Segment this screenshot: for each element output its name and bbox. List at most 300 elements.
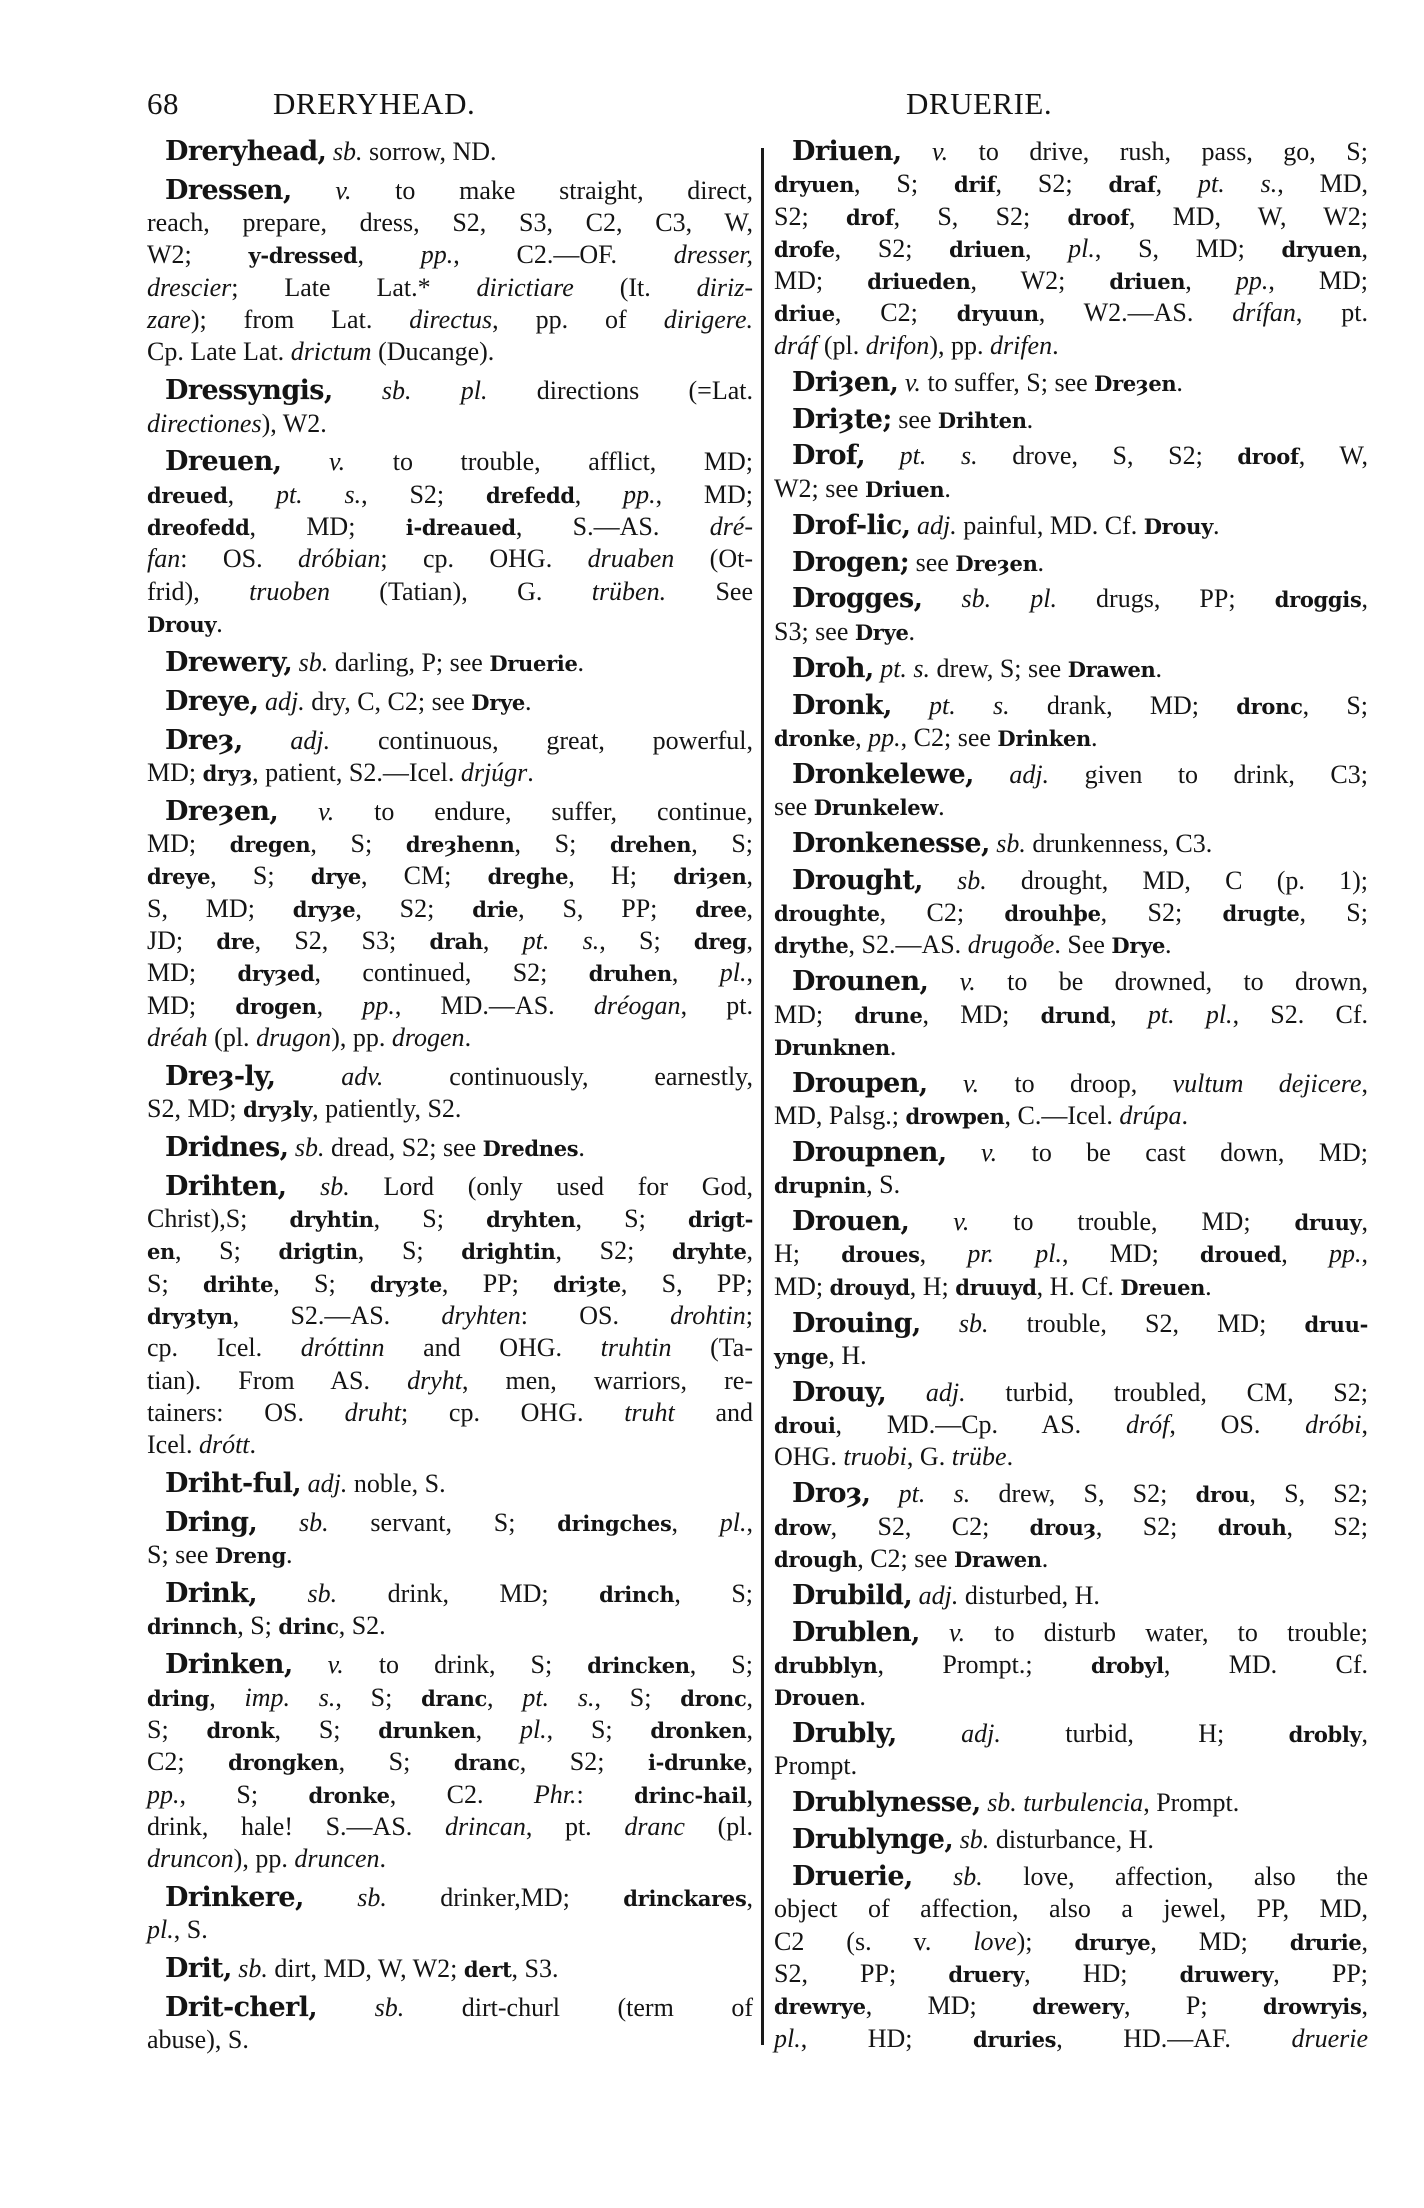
text: , S; — [691, 829, 754, 859]
entry-line — [774, 168, 1368, 200]
text: , — [1361, 1410, 1368, 1440]
text: S; — [147, 1714, 207, 1744]
entry-line — [774, 2023, 1368, 2055]
bold-form: dryhte — [672, 1239, 747, 1265]
entry-line — [774, 583, 1368, 615]
text: , S; — [179, 1779, 309, 1809]
text: frid), — [147, 576, 250, 606]
entry-line — [147, 1365, 753, 1397]
text: S2, MD; — [147, 1094, 244, 1124]
bold-form: dreg — [693, 928, 747, 954]
bold-form: druhen — [588, 961, 672, 987]
text: , C2.—OF. — [453, 240, 674, 270]
bold-form: dring — [147, 1685, 210, 1711]
italic-text: sb. — [317, 1993, 405, 2023]
entry-line — [774, 1926, 1368, 1958]
italic-text: love — [973, 1926, 1017, 1956]
entry-line — [774, 136, 1368, 168]
bold-form: Drye — [471, 689, 525, 715]
italic-text: pp. — [362, 990, 395, 1020]
headword: Drinken, — [165, 1649, 293, 1681]
text: , — [746, 1883, 753, 1913]
text: , — [746, 925, 754, 955]
entry-line — [774, 1649, 1368, 1681]
text: to be drowned, to drown, — [975, 967, 1368, 997]
bold-form: i-dreaued — [405, 515, 516, 541]
text: , PP; — [1273, 1958, 1369, 1988]
text: , — [746, 1779, 753, 1809]
italic-text: pl. — [719, 1508, 747, 1537]
text: , S; — [599, 925, 694, 955]
text: , Prompt.; — [877, 1649, 1091, 1679]
entry-line — [147, 1649, 753, 1681]
text: , CM; — [360, 861, 488, 891]
text: , S, PP; — [518, 893, 696, 923]
text: See — [666, 576, 754, 606]
text: , G. — [906, 1442, 952, 1472]
entry-line — [774, 1238, 1368, 1270]
text: . — [1181, 1101, 1188, 1131]
italic-text: dirictiare — [476, 272, 574, 302]
text: drunkenness, C3. — [1025, 828, 1213, 858]
headword: Drink, — [165, 1578, 258, 1610]
text: , MD, — [1277, 169, 1369, 199]
text: ; cp. OHG. — [380, 544, 588, 574]
bold-form: drowryis — [1263, 1994, 1362, 2020]
text: turbid, troubled, CM, S2; — [965, 1377, 1368, 1407]
text: MD, Palsg.; — [774, 1101, 906, 1131]
entry-line — [147, 957, 753, 989]
text: ; cp. OHG. — [401, 1397, 625, 1427]
headword: Drublynge, — [792, 1824, 954, 1856]
headword: Driht-ful, — [165, 1468, 302, 1500]
headword: Drof-lic, — [792, 509, 911, 541]
bold-form: driuen — [1109, 269, 1186, 295]
text: Christ),S; — [147, 1204, 290, 1234]
bold-form: droued — [1200, 1242, 1282, 1268]
bold-form: drewrye — [774, 1994, 866, 2020]
text: MD; — [774, 266, 868, 296]
bold-form: dreofedd — [147, 515, 250, 541]
dictionary-entry — [774, 1068, 1368, 1133]
bold-form: Dreȝen — [1094, 370, 1177, 396]
entry-line — [774, 966, 1368, 998]
entry-line — [147, 1882, 753, 1914]
text: . — [938, 791, 945, 821]
text: ), W2. — [261, 408, 327, 438]
text: H; — [774, 1239, 842, 1269]
text: love, affection, also the — [982, 1862, 1368, 1892]
italic-text: trüben. — [591, 576, 667, 606]
text: , S2; — [995, 169, 1109, 199]
italic-text: sb. — [953, 1825, 990, 1855]
text: , S. — [173, 1915, 208, 1945]
headword: Drouing, — [792, 1307, 921, 1339]
italic-text: dryht — [407, 1365, 462, 1395]
entry-line — [147, 375, 753, 407]
bold-form: Drednes — [482, 1135, 579, 1161]
bold-form: droggis — [1274, 587, 1362, 613]
headword: Drublen, — [792, 1616, 920, 1648]
text: , S; — [210, 861, 311, 891]
headword: Drof, — [792, 440, 866, 472]
dictionary-entry — [774, 1137, 1368, 1202]
entry-line — [147, 136, 753, 168]
bold-form: dronken — [650, 1717, 747, 1743]
text: . See — [1054, 930, 1112, 960]
text: , S2, C2; — [830, 1511, 1030, 1541]
text: , MD; — [1268, 266, 1368, 296]
bold-form: drobly — [1288, 1722, 1362, 1748]
dictionary-entry — [774, 404, 1368, 436]
headword: Dreȝen, — [165, 795, 279, 827]
text: ; Late Lat.* — [231, 272, 477, 302]
text: , S; — [237, 1611, 279, 1641]
text: painful, MD. Cf. — [956, 510, 1144, 540]
text: , OS. — [1169, 1410, 1306, 1440]
text: . — [1176, 367, 1183, 397]
entry-line — [147, 511, 753, 543]
dictionary-entry — [774, 1824, 1368, 1856]
entry-line — [774, 865, 1368, 897]
headword: Dressen, — [165, 174, 292, 206]
bold-form: druwery — [1179, 1961, 1274, 1987]
text: , — [1185, 266, 1236, 296]
bold-form: dreye — [147, 864, 211, 890]
guide-word-left: DRERYHEAD. — [273, 86, 476, 121]
text: , H. — [828, 1340, 867, 1370]
bold-form: drouhþe — [1004, 901, 1101, 927]
entry-line — [147, 1914, 753, 1946]
text: drinker,MD; — [386, 1883, 624, 1913]
text: , continued, S2; — [314, 958, 589, 988]
entry-line — [774, 1441, 1368, 1473]
text: , H. Cf. — [1036, 1271, 1121, 1301]
italic-text: drifon — [865, 330, 930, 360]
text: Cp. Late Lat. — [147, 337, 291, 367]
bold-form: druu- — [1304, 1311, 1368, 1337]
headword: Dridnes, — [165, 1131, 289, 1163]
text: W2; see — [774, 473, 865, 503]
entry-line — [147, 1746, 753, 1778]
text: , S; — [373, 1204, 487, 1234]
italic-text: directus — [409, 305, 493, 335]
bold-form: dranc — [421, 1685, 488, 1711]
bold-form: druery — [948, 1961, 1025, 1987]
italic-text: v. — [927, 1068, 980, 1098]
entry-line — [147, 796, 753, 828]
text: , — [746, 1508, 754, 1537]
text: dry, C, C2; see — [304, 686, 472, 716]
right-column — [774, 136, 1368, 2055]
italic-text: pl. — [519, 1714, 547, 1744]
text: , S, PP; — [620, 1268, 753, 1298]
dictionary-entry — [774, 1206, 1368, 1303]
dictionary-entry — [147, 686, 753, 718]
text: drew, S; see — [930, 653, 1068, 683]
headword: Drihten, — [165, 1170, 287, 1202]
text: abuse), S. — [147, 2025, 249, 2055]
entry-line — [774, 1543, 1368, 1575]
text: , S2. Cf. — [1232, 999, 1369, 1029]
bold-form: drouyd — [829, 1274, 910, 1300]
headword: Drought, — [792, 864, 923, 896]
entry-line — [147, 576, 753, 608]
text: . — [1041, 1543, 1049, 1573]
text: to be cast down, MD; — [997, 1137, 1368, 1167]
text: drought, MD, C (p. 1); — [986, 865, 1368, 895]
bold-form: Dreuen — [1120, 1274, 1206, 1300]
bold-form: i-drunke — [647, 1750, 747, 1776]
entry-line — [774, 759, 1368, 791]
entry-line — [774, 653, 1368, 685]
entry-line — [774, 616, 1368, 648]
entry-line — [774, 1340, 1368, 1372]
bold-form: drinc-hail — [634, 1782, 747, 1808]
italic-text: trübe — [951, 1442, 1007, 1472]
text: , — [746, 893, 754, 923]
italic-text: adj. — [910, 510, 957, 540]
entry-line — [147, 1235, 753, 1267]
text: , S; — [175, 1236, 279, 1266]
text: , H; — [568, 861, 674, 891]
entry-line — [147, 1610, 753, 1642]
dictionary-entry — [774, 653, 1368, 685]
entry-line — [774, 1750, 1368, 1782]
text: , S2; — [555, 1236, 673, 1266]
entry-line — [147, 1953, 753, 1985]
text: . — [527, 757, 534, 787]
headword: Dreȝ, — [165, 724, 243, 756]
text: , S, S2; — [1249, 1479, 1368, 1509]
entry-line — [147, 1682, 753, 1714]
bold-form: en — [147, 1239, 176, 1265]
entry-line — [147, 1468, 753, 1500]
bold-form: dert — [463, 1957, 512, 1983]
text: , C2; — [879, 898, 1005, 928]
entry-line — [774, 1100, 1368, 1132]
entry-line — [774, 510, 1368, 542]
text: trouble, S2, MD; — [988, 1308, 1305, 1338]
bold-form: drihte — [202, 1271, 274, 1297]
entry-line — [147, 1843, 753, 1875]
bold-form: drurye — [1074, 1929, 1151, 1955]
bold-form: Drouy — [147, 611, 217, 637]
bold-form: dre — [216, 928, 255, 954]
text: and — [674, 1397, 754, 1427]
italic-text: pl. — [147, 1915, 174, 1945]
bold-form: driuen — [949, 236, 1025, 262]
bold-form: dryhtin — [289, 1207, 374, 1233]
text: . — [859, 1682, 866, 1712]
text: Icel. — [147, 1430, 199, 1460]
headword: Dronkenesse, — [792, 827, 990, 859]
dictionary-entry — [774, 759, 1368, 824]
text: . — [285, 1540, 293, 1570]
text: , MD; — [1150, 1926, 1290, 1956]
text: reach, prepare, dress, S2, S3, C2, C3, W, — [147, 208, 753, 238]
italic-text: v. — [919, 1617, 966, 1647]
dictionary-entry — [774, 865, 1368, 962]
text: , C2. — [389, 1779, 534, 1809]
bold-form: drah — [429, 928, 483, 954]
text: , — [1281, 1239, 1329, 1269]
headword: Drubly, — [792, 1718, 897, 1750]
entry-line — [147, 860, 753, 892]
text: , MD; — [922, 999, 1041, 1029]
text: , S; — [674, 1579, 754, 1609]
bold-form: drugte — [1222, 901, 1300, 927]
bold-form: drogen — [235, 993, 317, 1019]
dictionary-entry — [147, 1882, 753, 1947]
text: , patient, S2.—Icel. — [252, 757, 461, 787]
text: , S2; — [1095, 1511, 1218, 1541]
bold-form: Druerie — [489, 650, 578, 676]
text: . — [577, 647, 585, 677]
bold-form: drythe — [774, 933, 849, 959]
bold-form: drightin — [461, 1239, 556, 1265]
text: . — [1026, 404, 1034, 434]
text: S2; — [774, 201, 846, 231]
italic-text: diriz- — [696, 272, 753, 302]
italic-text: drincan — [444, 1811, 526, 1841]
text: noble, S. — [347, 1469, 446, 1499]
entry-line — [774, 547, 1368, 579]
text: , — [209, 1682, 245, 1712]
headword: Dreye, — [165, 685, 259, 717]
entry-line — [147, 543, 753, 575]
text: see — [774, 791, 814, 821]
entry-line — [774, 1787, 1368, 1819]
text: , — [1361, 1926, 1368, 1956]
italic-text: dranc — [624, 1811, 685, 1841]
bold-form: dryȝte — [369, 1271, 442, 1297]
italic-text: adj. — [242, 725, 331, 755]
italic-text: v. — [928, 967, 976, 997]
text: , PP; — [441, 1268, 554, 1298]
headword: Dring, — [165, 1507, 258, 1538]
entry-line — [774, 1718, 1368, 1750]
italic-text: pp. — [147, 1779, 180, 1809]
bold-form: drurie — [1289, 1929, 1362, 1955]
bold-form: drough — [774, 1546, 858, 1572]
dictionary-entry — [147, 1132, 753, 1164]
italic-text: sb. — [326, 137, 363, 166]
bold-form: dreȝhenn — [405, 832, 515, 858]
dictionary-entry — [147, 1649, 753, 1875]
entry-line — [147, 608, 753, 640]
entry-line — [147, 272, 753, 304]
text: : — [576, 1779, 635, 1809]
headword: Drewery, — [165, 646, 293, 678]
dictionary-entry — [774, 136, 1368, 362]
entry-line — [774, 1681, 1368, 1713]
italic-text: pt. pl. — [1147, 999, 1233, 1029]
dictionary-entry — [147, 375, 753, 440]
italic-text: dróbi — [1305, 1410, 1362, 1440]
italic-text: sb. — [257, 1508, 329, 1537]
bold-form: driue — [774, 301, 835, 327]
text: . — [524, 686, 532, 716]
text: ); — [1016, 1926, 1075, 1956]
bold-form: dranc — [453, 1750, 520, 1776]
text: , — [671, 958, 720, 988]
italic-text: sb. — [257, 1579, 338, 1609]
dictionary-entry — [774, 547, 1368, 579]
italic-text: v. — [291, 175, 352, 205]
entry-line — [774, 1861, 1368, 1893]
text: , — [746, 958, 754, 988]
text: and OHG. — [384, 1333, 601, 1363]
text: , pt. — [680, 990, 753, 1020]
entry-line — [147, 479, 753, 511]
bold-form: Drinken — [997, 725, 1092, 751]
italic-text: druht — [344, 1397, 401, 1427]
bold-form: draf — [1108, 172, 1156, 198]
dictionary-entry — [774, 966, 1368, 1063]
text: , HD; — [800, 2023, 974, 2053]
bold-form: drewery — [1032, 1994, 1124, 2020]
italic-text: fan — [147, 544, 181, 574]
entry-line — [147, 1539, 753, 1571]
bold-form: drofe — [774, 236, 835, 262]
text: C2; — [147, 1747, 229, 1777]
headword: Drouy, — [792, 1376, 887, 1408]
bold-form: drune — [854, 1002, 923, 1028]
italic-text: truoben — [249, 576, 330, 606]
entry-line — [774, 330, 1368, 362]
entry-line — [147, 1397, 753, 1429]
bold-form: dronke — [774, 725, 856, 751]
bold-form: dryhten — [486, 1207, 576, 1233]
bold-form: drigtin — [278, 1239, 358, 1265]
headword: Dronk, — [792, 689, 892, 721]
headword: Dronkelewe, — [792, 758, 974, 790]
text: , S2; — [1100, 898, 1223, 928]
entry-line — [147, 1171, 753, 1203]
text: , — [227, 479, 276, 509]
text: , — [475, 1714, 520, 1744]
text: (Ot- — [674, 544, 753, 574]
entry-line — [774, 1893, 1368, 1925]
headword: Driȝen, — [792, 366, 899, 398]
text: , S; — [310, 829, 406, 859]
text: tian). From AS. — [147, 1365, 408, 1395]
italic-text: v. — [909, 1207, 970, 1237]
text: . — [944, 473, 951, 503]
headword: Drubild, — [792, 1579, 913, 1611]
entry-line — [147, 1714, 753, 1746]
text: , HD.—AF. — [1056, 2023, 1292, 2053]
text: W2; — [147, 240, 249, 270]
italic-text: pl. — [719, 958, 747, 988]
text: , W, — [1298, 441, 1369, 471]
text: , S; — [689, 1650, 753, 1680]
text: . — [1155, 653, 1162, 683]
text: , — [1361, 1239, 1368, 1269]
italic-text: dróttinn — [300, 1333, 385, 1363]
text: . — [578, 1132, 585, 1162]
text: , S; — [546, 1714, 651, 1744]
text: , patiently, S2. — [312, 1094, 462, 1124]
italic-text: pt. s. — [1198, 169, 1278, 199]
text: , C2; see — [857, 1543, 954, 1573]
italic-text: pp. — [868, 722, 901, 752]
headword: Drogges, — [792, 583, 923, 615]
text: , — [574, 479, 624, 509]
bold-form: driȝen — [673, 864, 747, 890]
text: to suffer, S; see — [920, 367, 1095, 397]
